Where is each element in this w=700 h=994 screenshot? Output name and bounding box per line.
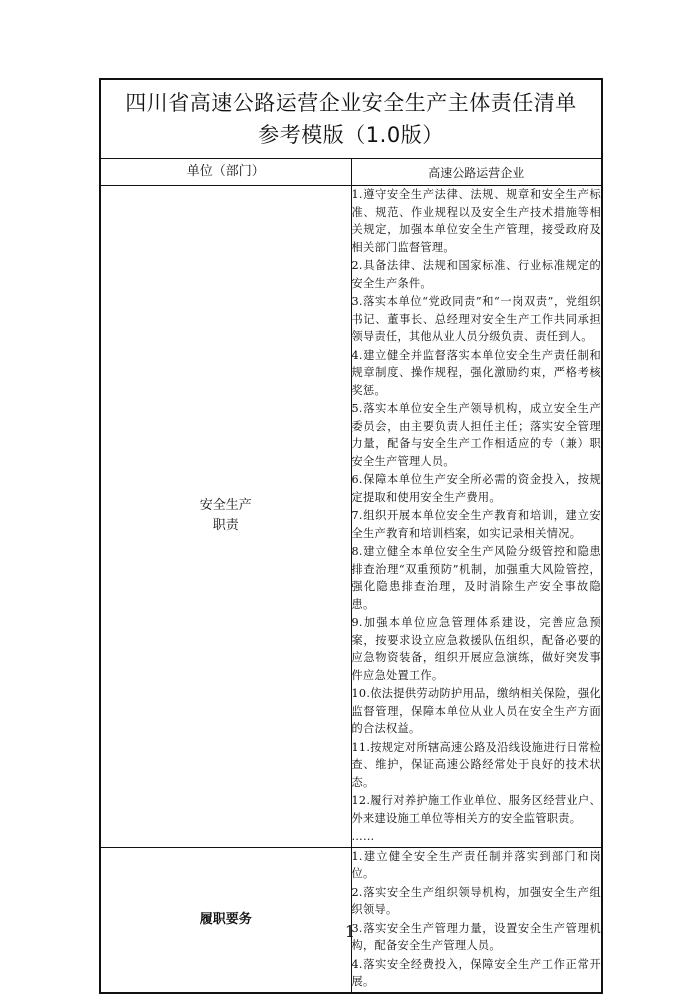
- document-subtitle: 参考模版（1.0版）: [258, 123, 444, 147]
- duty-item: 7.组织开展本单位安全生产教育和培训，建立安全生产教育和培训档案，如实记录相关情况。: [351, 509, 601, 540]
- duty-item: 6.保障本单位生产安全所必需的资金投入，按规定提取和使用安全生产费用。: [351, 473, 601, 504]
- duty-item: 12.履行对养护施工作业单位、服务区经营业户、外来建设施工单位等相关方的安全监管职责。: [351, 794, 601, 825]
- unit-value: 高速公路运营企业: [351, 159, 602, 186]
- duty-item: 5.落实本单位安全生产领导机构，成立安全生产委员会，由主要负责人担任主任；落实安全管理力量，配备与安全生产工作相适应的专（兼）职安全生产管理人员。: [351, 402, 601, 468]
- responsibility-table: [99, 78, 603, 994]
- duty-item: 10.依法提供劳动防护用品，缴纳相关保险，强化监督管理，保障本单位从业人员在安全生产方面的合法权益。: [351, 687, 601, 735]
- performance-item: 4.落实安全经费投入，保障安全生产工作正常开展。: [351, 957, 601, 988]
- document-page: [99, 78, 603, 994]
- performance-label: 履职要务: [100, 847, 351, 993]
- performance-item: 1.建立健全安全生产责任制并落实到部门和岗位。: [351, 849, 601, 880]
- page-number: 1: [344, 922, 356, 941]
- duty-ellipsis: ……: [351, 830, 375, 843]
- duty-item: 9.加强本单位应急管理体系建设，完善应急预案，按要求设立应急救援队伍组织，配备必要的应急物资装备，组织开展应急演练，做好突发事件应急处置工作。: [351, 616, 601, 682]
- unit-label: 单位（部门）: [100, 159, 351, 186]
- safety-duties-row: [100, 186, 602, 848]
- safety-duties-label: [100, 186, 351, 848]
- title-cell: [100, 79, 602, 159]
- duty-item: 3.落实本单位“党政同责”和“一岗双责”，党组织书记、董事长、总经理对安全生产工作共同承担领导责任，其他从业人员分级负责、责任到人。: [351, 295, 601, 343]
- title-row: [100, 79, 602, 159]
- document-title: 四川省高速公路运营企业安全生产主体责任清单: [125, 91, 577, 115]
- duty-item: 2.具备法律、法规和国家标准、行业标准规定的安全生产条件。: [351, 259, 601, 290]
- performance-row: [100, 847, 602, 993]
- duty-item: 8.建立健全本单位安全生产风险分级管控和隐患排查治理“双重预防”机制，加强重大风险管控，强化隐患排查治理，及时消除生产安全事故隐患。: [351, 545, 601, 611]
- duty-item: 1.遵守安全生产法律、法规、规章和安全生产标准、规范、作业规程以及安全生产技术措施等相关规定，加强本单位安全生产管理，接受政府及相关部门监督管理。: [351, 188, 601, 254]
- performance-content: [351, 847, 602, 993]
- safety-duties-content: [351, 186, 602, 848]
- safety-duties-label-line1: 安全生产: [199, 498, 252, 514]
- performance-item: 2.落实安全生产组织领导机构，加强安全生产组织领导。: [351, 885, 601, 916]
- safety-duties-label-line2: 职责: [212, 518, 239, 534]
- unit-row: [100, 159, 602, 186]
- performance-item: 3.落实安全生产管理力量，设置安全生产管理机构，配备安全生产管理人员。: [351, 921, 601, 952]
- duty-item: 11.按规定对所辖高速公路及沿线设施进行日常检查、维护，保证高速公路经常处于良好的技术状态。: [351, 740, 601, 789]
- duty-item: 4.建立健全并监督落实本单位安全生产责任制和规章制度、操作规程，强化激励约束，严格考核奖惩。: [351, 348, 601, 397]
